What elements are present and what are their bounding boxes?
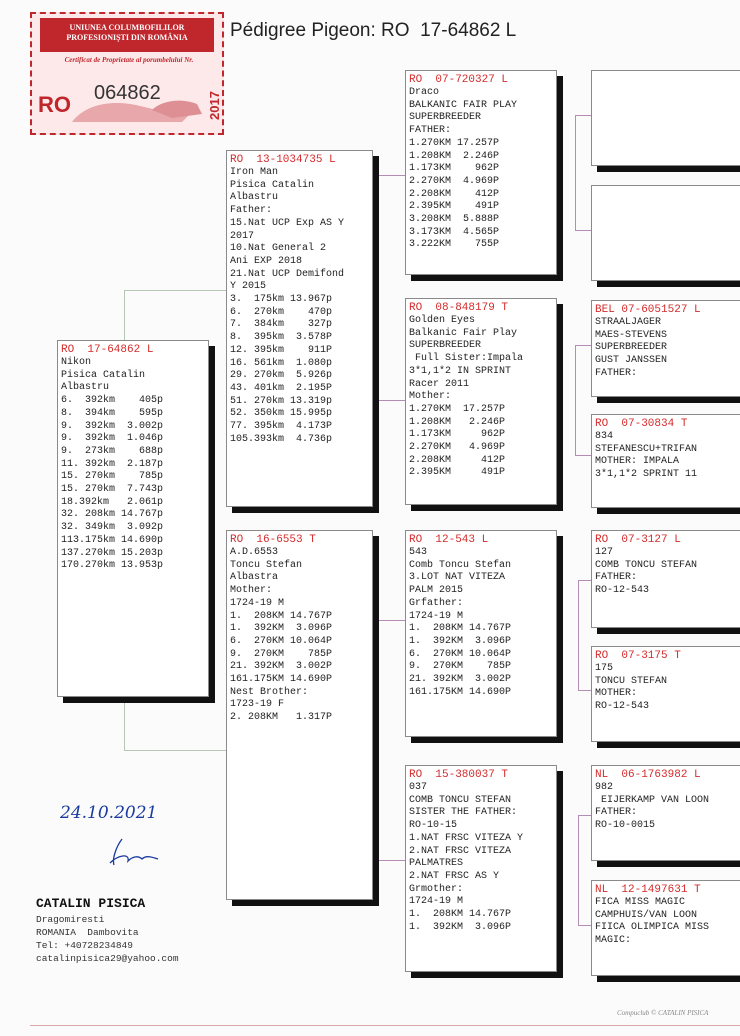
certificate-label: Certificat de Proprietate al porumbelului Nr. — [64, 56, 194, 64]
connector-line — [373, 620, 374, 860]
detail-line: 3.LOT NAT VITEZA — [409, 572, 506, 584]
detail-line: 21. 392KM 3.002P — [230, 661, 333, 673]
connector-line — [124, 290, 227, 291]
detail-line: 15.Nat UCP Exp AS Y — [230, 217, 345, 229]
detail-line: 6. 270KM 10.064P — [230, 635, 333, 647]
detail-line: 9. 270KM 785P — [230, 648, 333, 660]
ring-number: RO 07-3127 L — [595, 534, 681, 546]
detail-line: 15. 270km 7.743p — [61, 484, 164, 496]
pedigree-box-maternal-grandfather — [405, 530, 557, 737]
detail-line: Father: — [230, 205, 273, 217]
detail-line: 1.270KM 17.257P — [409, 403, 506, 415]
pedigree-box-great-grandparent-6 — [591, 646, 740, 742]
detail-line: 2. 208KM 1.317P — [230, 712, 333, 724]
detail-line: 1. 392KM 3.096P — [409, 921, 512, 933]
detail-line: RO-10-0015 — [595, 820, 656, 832]
detail-line: 161.175KM 14.690P — [230, 674, 333, 686]
stamp-number: 064862 — [94, 82, 161, 104]
footer-credit: Compuclub © CATALIN PISICA — [617, 1009, 709, 1017]
detail-line: 15. 270km 785p — [61, 471, 164, 483]
detail-line: PALMATRES — [409, 858, 464, 870]
details — [230, 167, 369, 446]
ownership-certificate-stamp — [30, 12, 224, 135]
detail-line: Y 2015 — [230, 281, 267, 293]
stamp-year: 2017 — [206, 91, 222, 120]
detail-line: 3*1,1*2 SPRINT 11 — [595, 469, 698, 481]
detail-line: FATHER: — [595, 367, 638, 379]
detail-line: Draco — [409, 87, 440, 98]
detail-line: 2.270KM 4.969P — [409, 442, 506, 454]
detail-line: 6. 270KM 10.064P — [409, 648, 512, 660]
detail-line: 2.270KM 4.969P — [409, 175, 500, 187]
detail-line: Mother: — [230, 585, 273, 597]
detail-line: Balkanic Fair Play — [409, 327, 518, 339]
detail-line: 2.NAT FRSC VITEZA — [409, 845, 512, 857]
detail-line: 21. 392KM 3.002P — [409, 674, 512, 686]
detail-line: 1. 208KM 14.767P — [409, 909, 512, 921]
detail-line: 6. 270km 470p — [230, 306, 333, 318]
pedigree-box-paternal-grandfather — [405, 70, 557, 275]
detail-line: 1.173KM 962P — [409, 429, 506, 441]
connector-line — [575, 345, 576, 455]
federation-name-line2: PROFESIONIȘTI DIN ROMÂNIA — [66, 33, 188, 42]
detail-line: 8. 395km 3.578P — [230, 332, 333, 344]
detail-line: 982 — [595, 782, 614, 793]
detail-line: Albastru — [230, 192, 279, 204]
detail-line: 43. 401km 2.195P — [230, 382, 333, 394]
detail-line: 2017 — [230, 230, 255, 242]
details — [409, 782, 553, 934]
detail-line: MOTHER: — [595, 688, 638, 700]
detail-line: MOTHER: IMPALA — [595, 456, 680, 468]
ring-number: NL 12-1497631 T — [595, 884, 701, 896]
detail-line: 16. 561km 1.080p — [230, 357, 333, 369]
detail-line: RO-12-543 — [595, 701, 650, 713]
detail-line: FICA MISS MAGIC — [595, 897, 686, 908]
signature — [102, 835, 162, 875]
bottom-divider — [30, 1025, 740, 1026]
connector-line — [370, 400, 410, 401]
pedigree-box-father — [226, 150, 373, 507]
ring-number: RO 13-1034735 L — [230, 154, 336, 166]
detail-line: 1. 208KM 14.767P — [230, 610, 333, 622]
handwritten-date: 24.10.2021 — [60, 803, 158, 823]
detail-line: 1.173KM 962P — [409, 163, 500, 175]
owner-region: ROMANIA Dambovita — [36, 927, 139, 938]
detail-line: 1. 208KM 14.767P — [409, 623, 512, 635]
detail-line: 2.395KM 491P — [409, 467, 506, 479]
detail-line: MAGIC: — [595, 935, 632, 947]
pigeon-silhouette-icon — [32, 14, 226, 137]
detail-line: Golden Eyes — [409, 315, 476, 326]
pedigree-box-great-grandparent-3 — [591, 300, 740, 397]
pedigree-box-subject — [57, 340, 209, 697]
detail-line: Pisica Catalin — [230, 179, 315, 191]
detail-line: 037 — [409, 782, 428, 793]
detail-line: 1724-19 M — [230, 597, 285, 609]
detail-line: Nikon — [61, 357, 92, 368]
stamp-country: RO — [38, 92, 71, 117]
owner-name: CATALIN PISICA — [36, 896, 146, 911]
detail-line: 113.175km 14.690p — [61, 534, 164, 546]
detail-line: Grmother: — [409, 883, 464, 895]
detail-line: 8. 394km 595p — [61, 407, 164, 419]
detail-line: 29. 270km 5.926p — [230, 370, 333, 382]
detail-line: PALM 2015 — [409, 585, 464, 597]
pedigree-box-great-grandparent-2 — [591, 185, 740, 281]
detail-line: 9. 270KM 785P — [409, 661, 512, 673]
details — [409, 547, 553, 699]
detail-line: Albastru — [61, 382, 110, 394]
detail-line: FATHER: — [595, 807, 638, 819]
detail-line: 2.208KM 412P — [409, 454, 506, 466]
detail-line: Iron Man — [230, 167, 279, 178]
detail-line: 3.173KM 4.565P — [409, 226, 500, 238]
detail-line: Full Sister:Impala — [409, 353, 524, 365]
detail-line: BALKANIC FAIR PLAY — [409, 99, 518, 111]
detail-line: 77. 395km 4.173P — [230, 421, 333, 433]
connector-line — [370, 175, 410, 176]
detail-line: Grfather: — [409, 597, 464, 609]
detail-line: 2.395KM 491P — [409, 201, 500, 213]
connector-line — [124, 750, 227, 751]
detail-line: FATHER: — [595, 572, 638, 584]
detail-line: 170.270km 13.953p — [61, 560, 164, 572]
detail-line: Nest Brother: — [230, 686, 309, 698]
ring-number: BEL 07-6051527 L — [595, 304, 701, 316]
detail-line: 11. 392km 2.187p — [61, 458, 164, 470]
ring-number: RO 07-3175 T — [595, 650, 681, 662]
details — [230, 547, 369, 725]
detail-line: 9. 273km 688p — [61, 445, 164, 457]
detail-line: 3. 175km 13.967p — [230, 294, 333, 306]
detail-line: 1724-19 M — [409, 610, 464, 622]
details — [409, 315, 553, 480]
detail-line: FATHER: — [409, 125, 452, 137]
ring-number: RO 08-848179 T — [409, 302, 509, 314]
detail-line: Comb Toncu Stefan — [409, 559, 512, 571]
details — [409, 87, 553, 252]
detail-line: 1. 392KM 3.096P — [230, 623, 333, 635]
detail-line: 1724-19 M — [409, 896, 464, 908]
detail-line: 2.NAT FRSC AS Y — [409, 870, 500, 882]
pedigree-box-maternal-grandmother — [405, 765, 557, 972]
detail-line: COMB TONCU STEFAN — [595, 559, 698, 571]
detail-line: FIICA OLIMPICA MISS — [595, 922, 710, 934]
detail-line: 175 — [595, 663, 614, 674]
connector-line — [578, 815, 579, 925]
details — [61, 357, 205, 573]
detail-line: TONCU STEFAN — [595, 675, 668, 687]
ring-number: RO 15-380037 T — [409, 769, 509, 781]
detail-line: 52. 350km 15.995p — [230, 408, 333, 420]
detail-line: RO-10-15 — [409, 820, 458, 832]
detail-line: A.D.6553 — [230, 547, 279, 558]
detail-line: 18.392km 2.061p — [61, 496, 164, 508]
ring-number: RO 16-6553 T — [230, 534, 316, 546]
ring-number: RO 17-64862 L — [61, 344, 154, 356]
detail-line: 10.Nat General 2 — [230, 243, 327, 255]
ring-number: RO 12-543 L — [409, 534, 489, 546]
detail-line: 2.208KM 412P — [409, 188, 500, 200]
pedigree-box-great-grandparent-8 — [591, 880, 740, 976]
detail-line: SISTER THE FATHER: — [409, 807, 518, 819]
detail-line: 21.Nat UCP Demifond — [230, 268, 345, 280]
detail-line: MAES-STEVENS — [595, 329, 668, 341]
detail-line: 32. 349km 3.092p — [61, 522, 164, 534]
ring-number: NL 06-1763982 L — [595, 769, 701, 781]
pedigree-box-mother — [226, 530, 373, 900]
detail-line: 137.270km 15.203p — [61, 547, 164, 559]
detail-line: Toncu Stefan — [230, 559, 303, 571]
detail-line: 543 — [409, 547, 428, 558]
detail-line: 1.270KM 17.257P — [409, 137, 500, 149]
detail-line: 3.222KM 755P — [409, 239, 500, 251]
detail-line: 3.208KM 5.888P — [409, 214, 500, 226]
pedigree-box-great-grandparent-1 — [591, 70, 740, 166]
detail-line: SUPERBREEDER — [409, 340, 482, 352]
detail-line: STRAALJAGER — [595, 317, 662, 328]
detail-line: Albastra — [230, 572, 279, 584]
detail-line: 7. 384km 327p — [230, 319, 333, 331]
detail-line: 32. 208km 14.767p — [61, 509, 164, 521]
detail-line: Pisica Catalin — [61, 369, 146, 381]
detail-line: Racer 2011 — [409, 378, 470, 390]
connector-line — [578, 580, 579, 690]
detail-line: CAMPHUIS/VAN LOON — [595, 909, 698, 921]
pedigree-box-great-grandparent-7 — [591, 765, 740, 861]
detail-line: Mother: — [409, 391, 452, 403]
detail-line: SUPERBREEDER — [595, 342, 668, 354]
detail-line: 1723-19 F — [230, 699, 285, 711]
pedigree-box-paternal-grandmother — [405, 298, 557, 505]
detail-line: EIJERKAMP VAN LOON — [595, 794, 710, 806]
detail-line: 834 — [595, 431, 614, 442]
owner-locality: Dragomiresti — [36, 914, 105, 925]
detail-line: 1.208KM 2.246P — [409, 416, 506, 428]
detail-line: 127 — [595, 547, 614, 558]
detail-line: SUPERBREEDER — [409, 112, 482, 124]
detail-line: GUST JANSSEN — [595, 355, 668, 367]
ring-number: RO 07-30834 T — [595, 418, 688, 430]
ring-number: RO 07-720327 L — [409, 74, 509, 86]
detail-line: 1. 392KM 3.096P — [409, 635, 512, 647]
detail-line: 6. 392km 405p — [61, 395, 164, 407]
detail-line: COMB TONCU STEFAN — [409, 794, 512, 806]
connector-line — [575, 115, 576, 230]
owner-phone: Tel: +40728234849 — [36, 940, 133, 951]
detail-line: Ani EXP 2018 — [230, 255, 303, 267]
detail-line: 3*1,1*2 IN SPRINT — [409, 365, 512, 377]
detail-line: 1.208KM 2.246P — [409, 150, 500, 162]
detail-line: 161.175KM 14.690P — [409, 686, 512, 698]
federation-name-line1: UNIUNEA COLUMBOFILILOR — [69, 23, 185, 32]
page-title: Pédigree Pigeon: RO 17-64862 L — [230, 20, 517, 41]
detail-line: 9. 392km 3.002p — [61, 420, 164, 432]
detail-line: 105.393km 4.736p — [230, 433, 333, 445]
detail-line: 9. 392km 1.046p — [61, 433, 164, 445]
detail-line: RO-12-543 — [595, 585, 650, 597]
detail-line: 1.NAT FRSC VITEZA Y — [409, 832, 524, 844]
detail-line: 12. 395km 911P — [230, 344, 333, 356]
owner-email: catalinpisica29@yahoo.com — [36, 953, 179, 964]
detail-line: 51. 270km 13.319p — [230, 395, 333, 407]
pedigree-box-great-grandparent-4 — [591, 414, 740, 508]
detail-line: STEFANESCU+TRIFAN — [595, 443, 698, 455]
pedigree-box-great-grandparent-5 — [591, 530, 740, 628]
